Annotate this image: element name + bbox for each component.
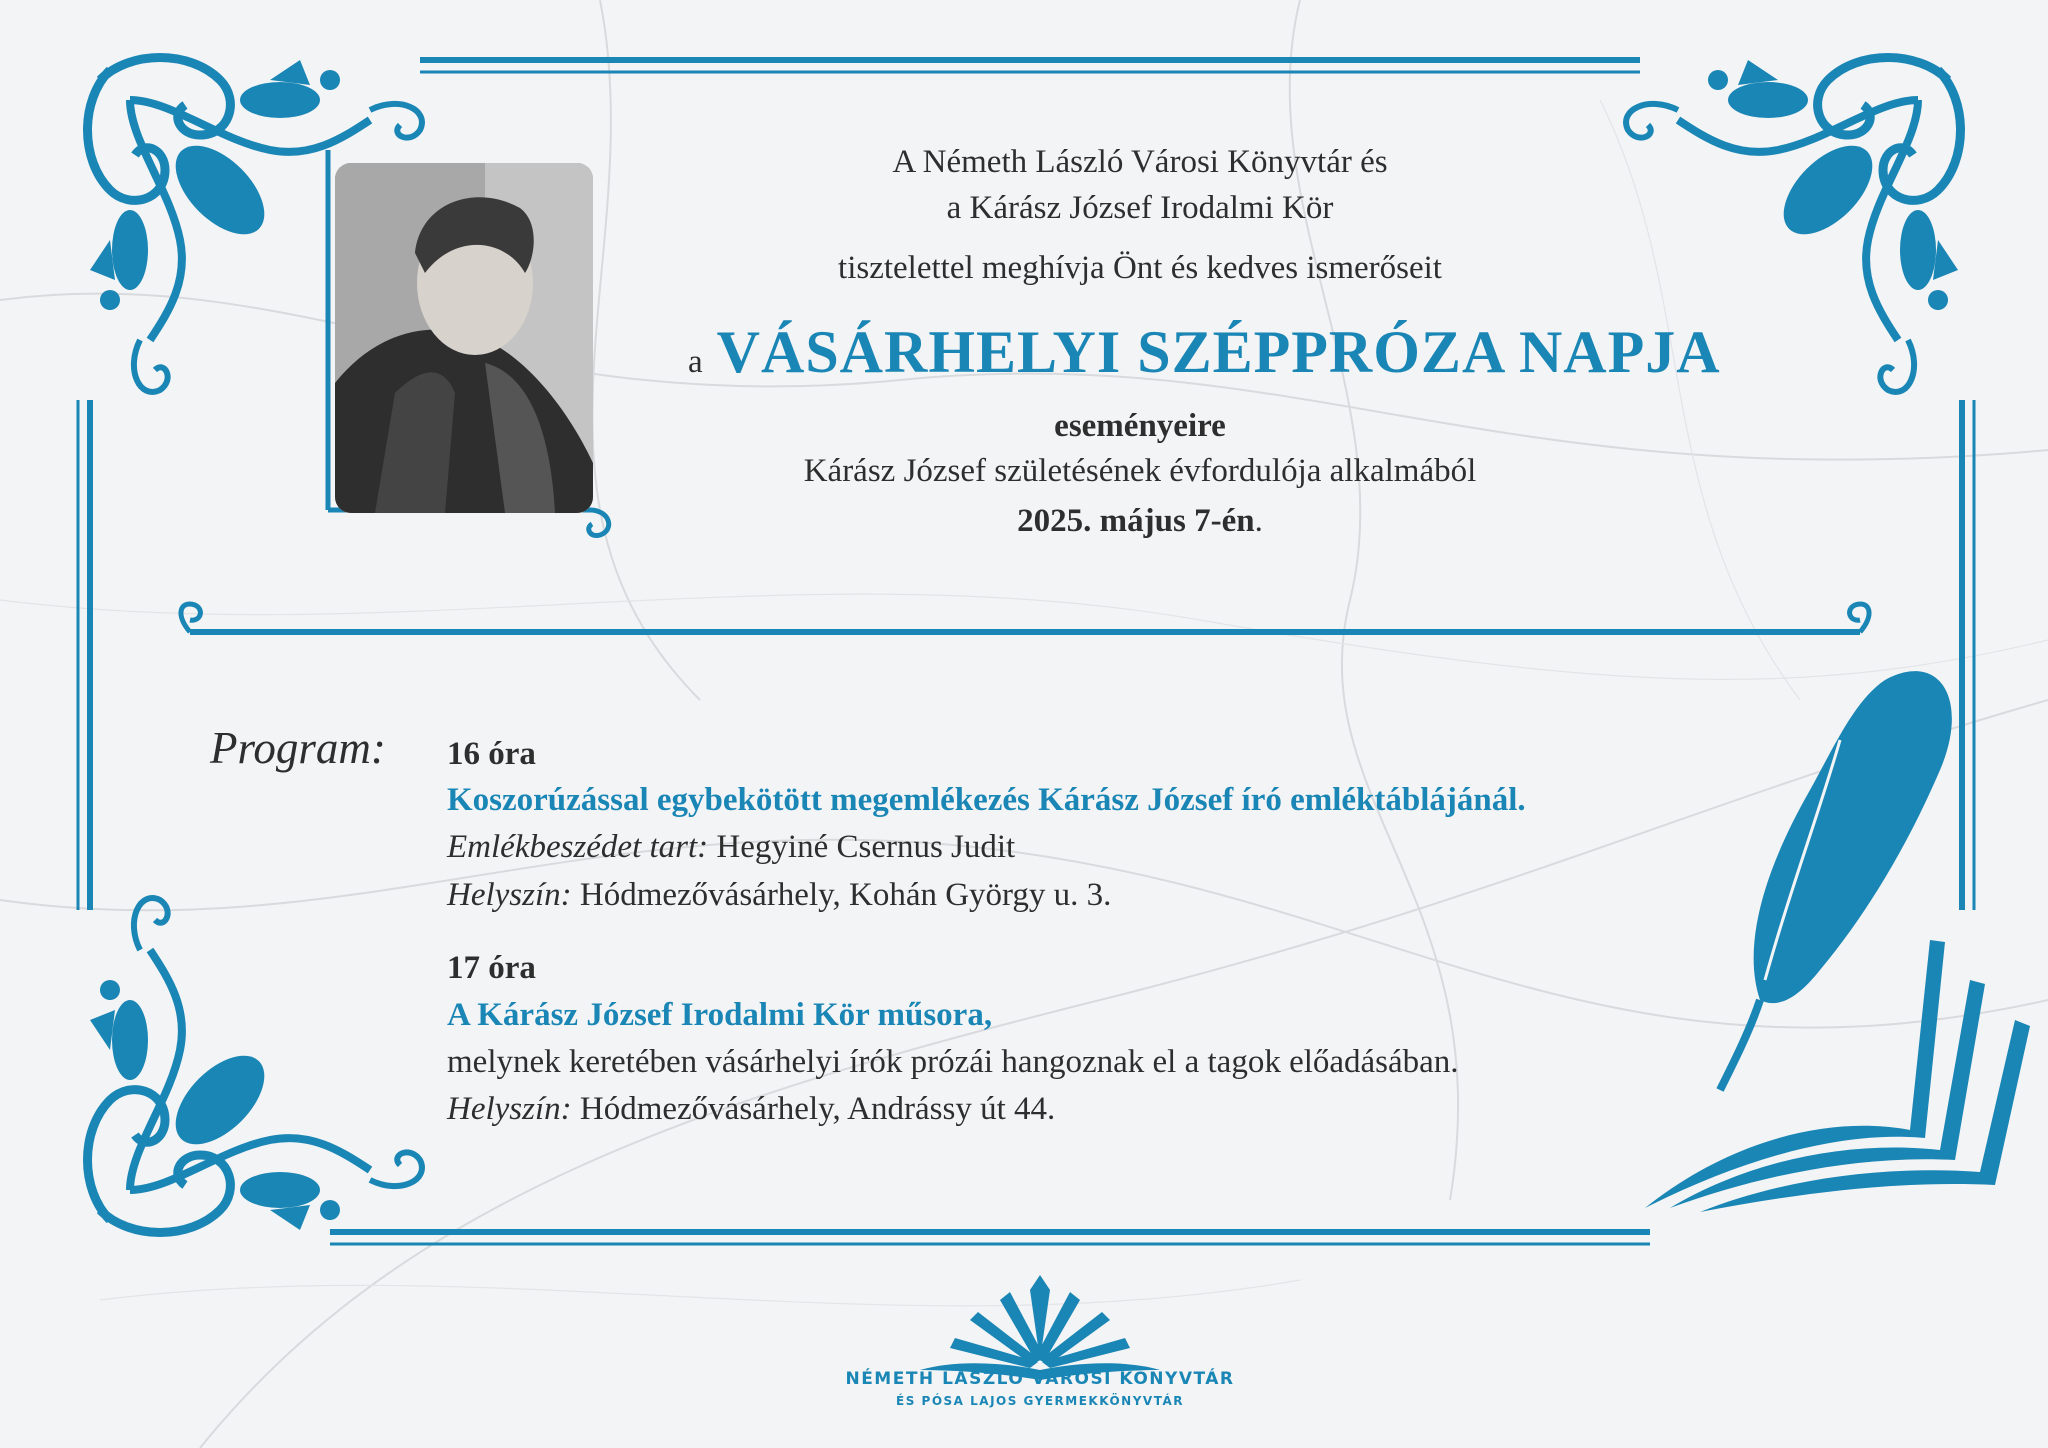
subtitle: eseményeire [1054,408,1226,444]
event-1-speaker-row [447,827,1015,867]
event-1-location: Hódmezővásárhely, Kohán György u. 3. [579,877,1112,913]
logo-text-line-1: NÉMETH LÁSZLÓ VÁROSI KÖNYVTÁR [845,1369,1235,1389]
title-prefix: a [688,344,703,380]
event-2-description: melynek keretében vásárhelyi írók prózái hangoznak el a tagok előadásában. [447,1044,1459,1080]
event-2-time: 17 óra [447,950,536,986]
header-line-2: a Kárász József Irodalmi Kör [946,190,1334,226]
event-1-title: Koszorúzással egybekötött megemlékezés Kárász József író emléktáblájánál. [447,782,1526,818]
logo-text-line-2: ÉS PÓSA LAJOS GYERMEKKÖNYVTÁR [896,1394,1184,1408]
event-title [640,318,1820,387]
event-2-title: A Kárász József Irodalmi Kör műsora, [447,997,993,1033]
event-date: 2025. május 7-én [1017,503,1255,539]
event-date-line [640,503,1640,540]
program-label: Program: [210,723,386,773]
event-1-speaker-label: Emlékbeszédet tart: [447,829,709,865]
title-main: VÁSÁRHELYI SZÉPPRÓZA NAPJA [716,319,1721,385]
event-1-location-label: Helyszín: [447,877,572,913]
quill-book-icon [1640,660,2040,1220]
portrait-photo [335,163,593,513]
event-1-time: 16 óra [447,736,536,772]
event-1-location-row [447,875,1111,915]
occasion: Kárász József születésének évfordulója alkalmából [803,453,1477,489]
event-2-location-row [447,1089,1055,1129]
event-2-location: Hódmezővásárhely, Andrássy út 44. [579,1091,1056,1127]
event-2-location-label: Helyszín: [447,1091,572,1127]
header-line-3: tisztelettel meghívja Önt és kedves ismerőseit [838,250,1442,286]
date-suffix: . [1254,503,1263,539]
event-1-speaker: Hegyiné Csernus Judit [716,829,1016,865]
header-line-1: A Németh László Városi Könyvtár és [892,144,1388,180]
